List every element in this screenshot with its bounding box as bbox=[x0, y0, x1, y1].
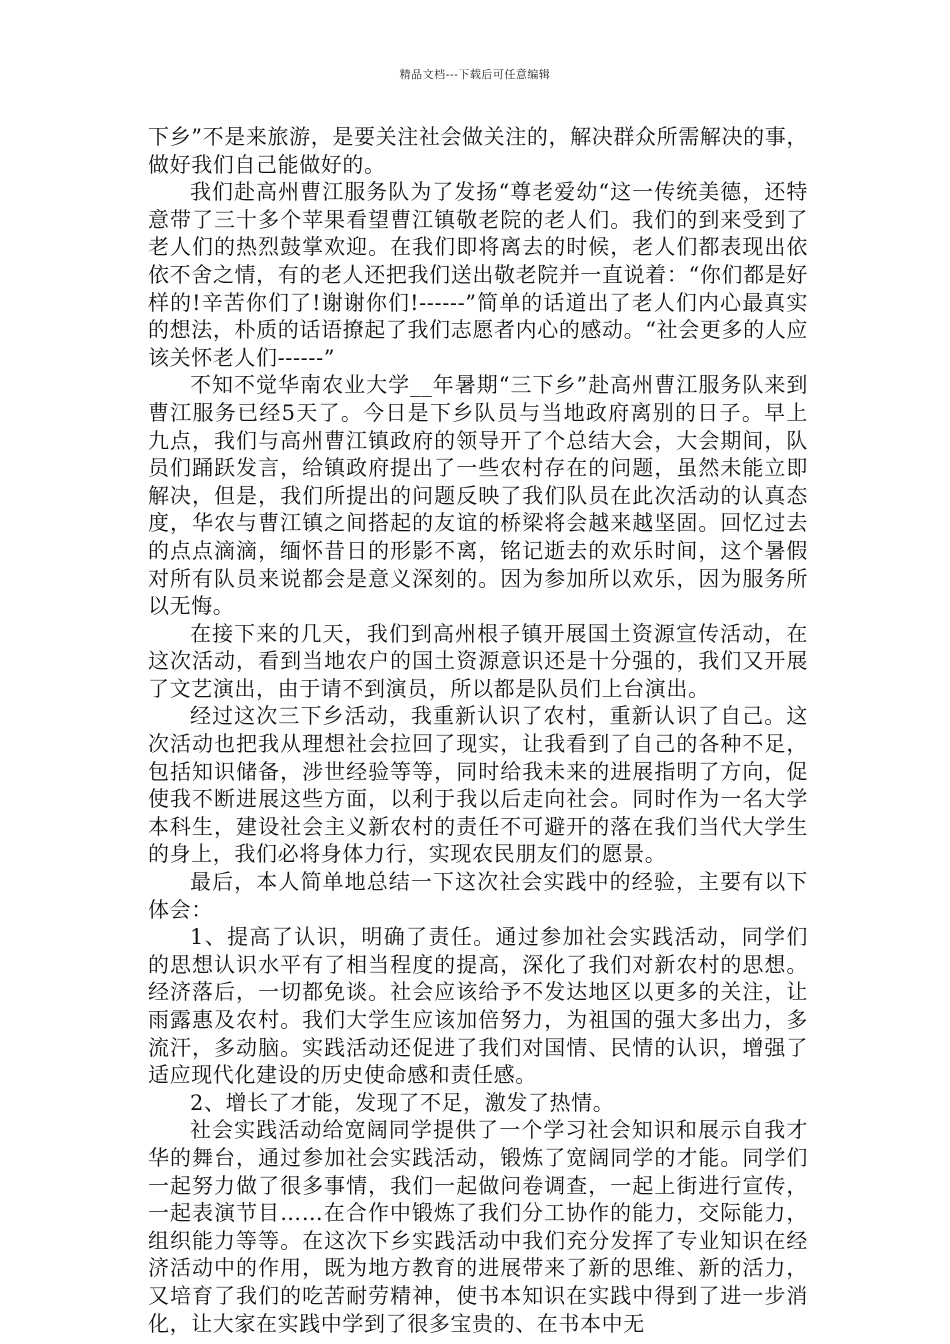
paragraph-5: 经过这次三下乡活动，我重新认识了农村，重新认识了自己。这次活动也把我从理想社会拉回了现实，让我看到了自己的各种不足，包括知识储备，涉世经验等等，同时给我未来的进展指明了方向，促使我不断进展这些方面，以利于我以后走向社会。同时作为一名大学本科生，建设社会主义新农村的责任不可避开的落在我们当代大学生的身上，我们必将身体力行，实现农民朋友们的愿景。 bbox=[148, 704, 808, 867]
paragraph-2: 我们赴高州曹江服务队为了发扬“尊老爱幼“这一传统美德，还特意带了三十多个苹果看望曹江镇敬老院的老人们。我们的到来受到了老人们的热烈鼓掌欢迎。在我们即将离去的时候，老人们都表现出依依不舍之情，有的老人还把我们送出敬老院并一直说着：“你们都是好样的!辛苦你们了!谢谢你们!------”简单的话道出了老人们内心最真实的想法，朴质的话语撩起了我们志愿者内心的感动。“社会更多的人应该关怀老人们------” bbox=[148, 180, 808, 370]
paragraph-8: 2、增长了才能，发现了不足，激发了热情。 bbox=[190, 1090, 615, 1115]
paragraph-4: 在接下来的几天，我们到高州根子镇开展国土资源宣传活动，在这次活动，看到当地农户的国土资源意识还是十分强的，我们又开展了文艺演出，由于请不到演员，所以都是队员们上台演出。 bbox=[148, 621, 808, 701]
document-body bbox=[148, 124, 808, 1338]
paragraph-7: 1、提高了认识，明确了责任。通过参加社会实践活动，同学们的思想认识水平有了相当程度的提高，深化了我们对新农村的思想。经济落后，一切都免谈。社会应该给予不发达地区以更多的关注，让雨露惠及农村。我们大学生应该加倍努力，为祖国的强大多出力，多流汗，多动脑。实践活动还促进了我们对国情、民情的认识，增强了适应现代化建设的历史使命感和责任感。 bbox=[148, 925, 808, 1088]
paragraph-6: 最后，本人简单地总结一下这次社会实践中的经验，主要有以下体会： bbox=[148, 870, 808, 922]
paragraph-3: 不知不觉华南农业大学__年暑期“三下乡”赴高州曹江服务队来到曹江服务已经5天了。今日是下乡队员与当地政府离别的日子。早上九点，我们与高州曹江镇政府的领导开了个总结大会，大会期间，队员们踊跃发言，给镇政府提出了一些农村存在的问题，虽然未能立即解决，但是，我们所提出的问题反映了我们队员在此次活动的认真态度，华农与曹江镇之间搭起的友谊的桥梁将会越来越坚固。回忆过去的点点滴滴，缅怀昔日的形影不离，铭记逝去的欢乐时间，这个暑假对所有队员来说都会是意义深刻的。因为参加所以欢乐，因为服务所以无悔。 bbox=[148, 373, 808, 619]
page-header: 精品文档---下载后可任意编辑 bbox=[399, 68, 551, 81]
paragraph-9: 社会实践活动给宽阔同学提供了一个学习社会知识和展示自我才华的舞台，通过参加社会实践活动，锻炼了宽阔同学的才能。同学们一起努力做了很多事情，我们一起做问卷调查，一起上街进行宣传，一起表演节目……在合作中锻炼了我们分工协作的能力，交际能力，组织能力等等。在这次下乡实践活动中我们充分发挥了专业知识在经济活动中的作用，既为地方教育的进展带来了新的思维、新的活力，又培育了我们的吃苦耐劳精神，使书本知识在实践中得到了进一步消化，让大家在实践中学到了很多宝贵的、在书本中无 bbox=[148, 1118, 808, 1336]
paragraph-1: 下乡”不是来旅游，是要关注社会做关注的，解决群众所需解决的事，做好我们自己能做好的。 bbox=[148, 125, 808, 177]
